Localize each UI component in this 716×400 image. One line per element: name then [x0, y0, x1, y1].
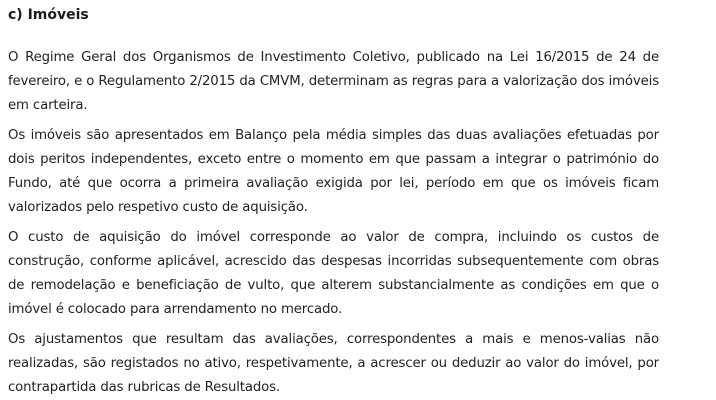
paragraph-ajustamentos: Os ajustamentos que resultam das avaliações, correspondentes a mais e menos-valias não realizadas, são registados no ativo, respetivamente, a acrescer ou deduzir ao valor do imóvel, por contrapartida das rubricas de Resultados.	[8, 332, 659, 395]
paragraph-balanco: Os imóveis são apresentados em Balanço pela média simples das duas avaliações efetuadas por dois peritos independentes, exceto entre o momento em que passam a integrar o património do Fundo, até que ocorra a primeira avaliação exigida por lei, período em que os imóveis ficam valorizados pelo respetivo custo de aquisição.	[8, 128, 659, 215]
paragraph-custo-aquisicao: O custo de aquisição do imóvel corresponde ao valor de compra, incluindo os custos de construção, conforme aplicável, acrescido das despesas incorridas subsequentemente com obras de remodelação e beneficiação de vulto, que alterem substancialmente as condições em que o imóvel é colocado para arrendamento no mercado.	[8, 230, 659, 317]
paragraph-regime-geral: O Regime Geral dos Organismos de Investimento Coletivo, publicado na Lei 16/2015 de 24 de fevereiro, e o Regulamento 2/2015 da CMVM, determinam as regras para a valorização dos imóveis em carteira.	[8, 50, 659, 113]
section-title: c) Imóveis	[8, 7, 89, 23]
